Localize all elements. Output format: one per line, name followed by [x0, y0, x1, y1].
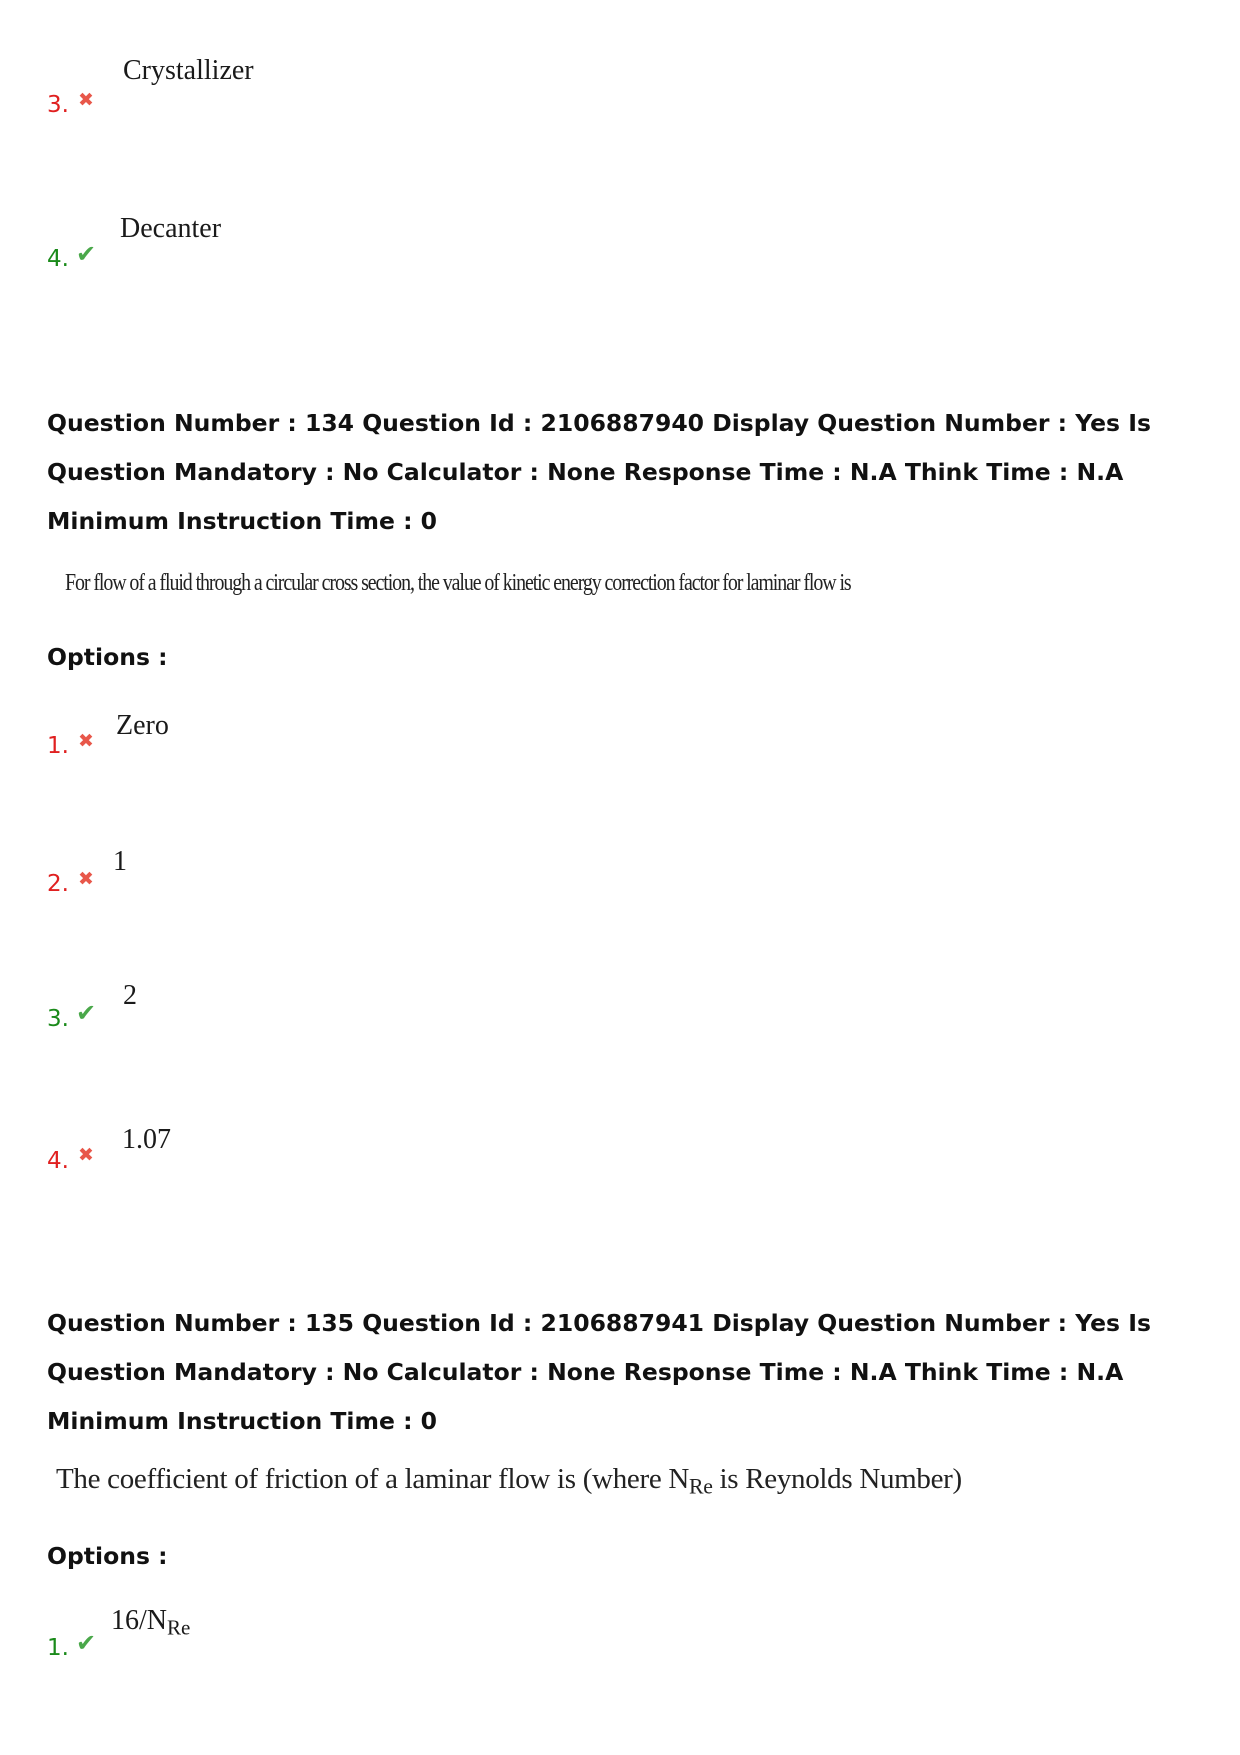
cross-mark-icon: ✖ — [78, 868, 94, 890]
question-text-after: is Reynolds Number) — [712, 1463, 962, 1495]
option-text: Decanter — [120, 213, 222, 244]
option-number: 4. — [47, 246, 69, 272]
option-number: 1. — [47, 733, 69, 759]
option-number: 4. — [47, 1148, 69, 1174]
cross-mark-icon: ✖ — [78, 1144, 94, 1166]
check-mark-icon: ✔ — [76, 1629, 97, 1657]
question-text: For flow of a fluid through a circular cross section, the value of kinetic energy correction factor for laminar flow is — [65, 570, 851, 596]
option-text-main: 16/N — [111, 1605, 167, 1636]
option-text: 1 — [113, 846, 127, 877]
cross-mark-icon: ✖ — [78, 730, 94, 752]
question-meta: Question Number : 135 Question Id : 2106887941 Display Question Number : Yes Is Question Mandatory : No Calculator : None Response Time : N.A Think Time : N.A Minimum Instruction Time : 0 — [47, 1309, 1151, 1435]
option-number: 3. — [47, 92, 69, 118]
check-mark-icon: ✔ — [76, 999, 97, 1027]
option-text: Zero — [116, 710, 169, 741]
reynolds-subscript: Re — [689, 1474, 713, 1499]
option-text: Crystallizer — [123, 55, 254, 86]
option-text: 2 — [123, 980, 137, 1011]
question-meta: Question Number : 134 Question Id : 2106887940 Display Question Number : Yes Is Question Mandatory : No Calculator : None Response Time : N.A Think Time : N.A Minimum Instruction Time : 0 — [47, 409, 1151, 535]
option-number: 1. — [47, 1635, 69, 1661]
option-text — [111, 1607, 190, 1638]
cross-mark-icon: ✖ — [78, 89, 94, 111]
option-number: 3. — [47, 1006, 69, 1032]
option-text: 1.07 — [122, 1124, 171, 1155]
check-mark-icon: ✔ — [76, 240, 97, 268]
reynolds-subscript: Re — [167, 1615, 191, 1640]
question-text — [56, 1463, 962, 1499]
options-label: Options : — [47, 1542, 168, 1570]
option-number: 2. — [47, 871, 69, 897]
options-label: Options : — [47, 643, 168, 671]
question-text-before: The coefficient of friction of a laminar flow is (where N — [56, 1463, 689, 1495]
